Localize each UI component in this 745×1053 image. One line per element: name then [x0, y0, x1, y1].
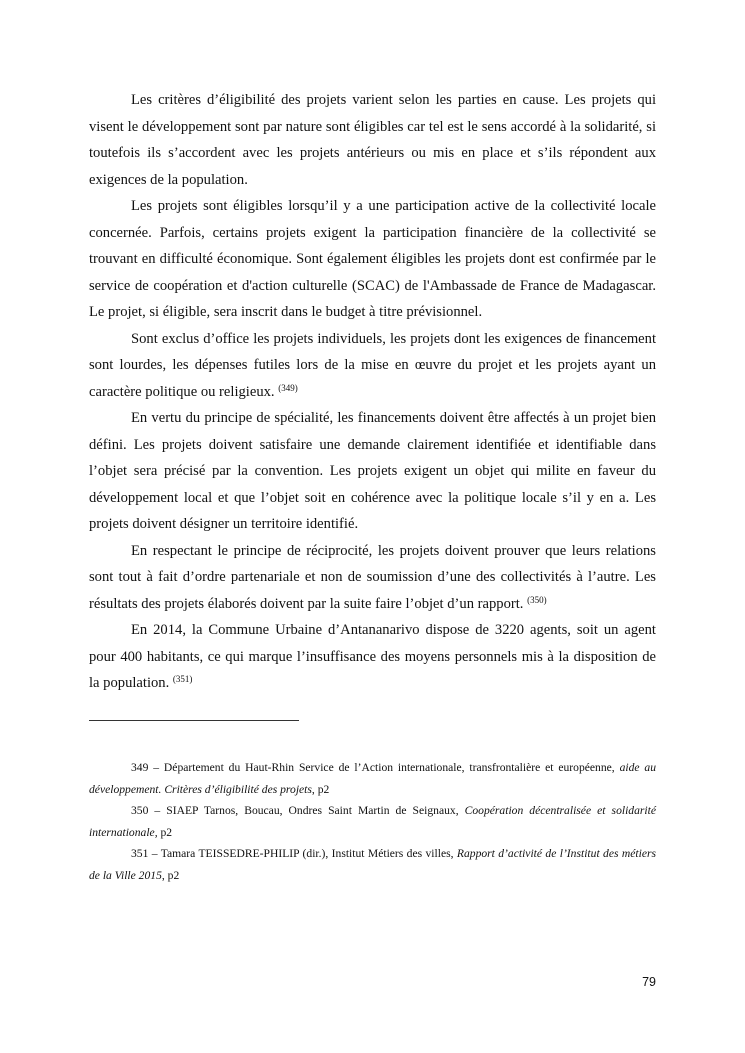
paragraph-2: Les projets sont éligibles lorsqu’il y a une participation active de la collectivité locale concernée. Parfois, certains projets exigent la participation financière de la collectivité se trouvant en difficulté économique. Sont également éligibles les projets dont est confirmée par le service de coopération et d'action culturelle (SCAC) de l'Ambassade de France de Madagascar. Le projet, si éligible, sera inscrit dans le budget à titre prévisionnel.	[89, 198, 656, 320]
footnote-ref-350: (350)	[527, 594, 547, 605]
footnote-ref-349: (349)	[278, 382, 298, 393]
footnote-349: 349 – Département du Haut-Rhin Service de l’Action internationale, transfrontalière et européenne, aide au développement. Critères d’éligibilité des projets, p2	[89, 761, 656, 796]
footnotes	[89, 757, 656, 886]
paragraph-1: Les critères d’éligibilité des projets varient selon les parties en cause. Les projets qui visent le développement sont par nature sont éligibles car tel est le sens accordé à la solidarité, si toutefois ils s’accordent avec les projets antérieurs ou mis en place et s’ils répondent aux exigences de la population.	[89, 92, 656, 188]
paragraph-4: En vertu du principe de spécialité, les financements doivent être affectés à un projet bien défini. Les projets doivent satisfaire une demande clairement identifiée et identifiable dans l’objet sera précisé par la convention. Les projets exigent un objet qui milite en faveur du développement local et que l’objet soit en cohérence avec la politique locale s’il y en a. Les projets doivent désigner un territoire identifié.	[89, 410, 656, 532]
page-number: 79	[642, 975, 656, 989]
footnote-350: 350 – SIAEP Tarnos, Boucau, Ondres Saint Martin de Seignaux, Coopération décentralisée et solidarité internationale, p2	[89, 804, 656, 839]
paragraph-3: Sont exclus d’office les projets individuels, les projets dont les exigences de financement sont lourdes, les dépenses futiles lors de la mise en œuvre du projet et les projets ayant un caractère politique ou religieux. $^{(349)}$	[89, 330, 656, 400]
paragraph-6: En 2014, la Commune Urbaine d’Antananarivo dispose de 3220 agents, soit un agent pour 400 habitants, ce qui marque l’insuffisance des moyens personnels mis à la disposition de la population. $^{(351)}$	[89, 622, 656, 691]
footnote-separator	[89, 720, 299, 721]
body-text	[89, 87, 656, 697]
paragraph-5: En respectant le principe de réciprocité, les projets doivent prouver que leurs relations sont tout à fait d’ordre partenariale et non de soumission d’une des collectivités à l’autre. Les résultats des projets élaborés doivent par la suite faire l’objet d’un rapport. $^{(350)}$	[89, 542, 656, 612]
footnote-ref-351: (351)	[172, 674, 193, 684]
footnote-351: 351 – Tamara TEISSEDRE-PHILIP (dir.), Institut Métiers des villes, Rapport d’activité de l’Institut des métiers de la Ville 2015, p2	[89, 847, 656, 882]
